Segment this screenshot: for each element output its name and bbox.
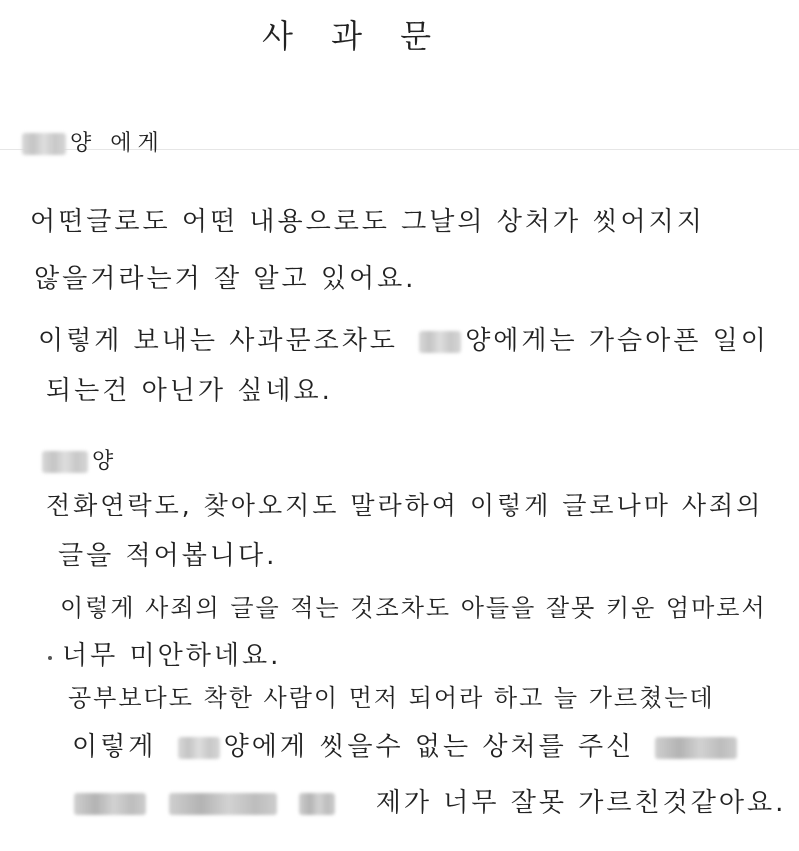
letter-line-6: 글을 적어봅니다. bbox=[58, 541, 278, 571]
redacted-name bbox=[419, 331, 461, 353]
redacted-text bbox=[655, 737, 737, 759]
letter-line-1: 어떤글로도 어떤 내용으로도 그날의 상처가 씻어지지 bbox=[30, 207, 705, 237]
address-text: 양 bbox=[92, 449, 117, 474]
letter-line-4: 되는건 아닌가 싶네요. bbox=[46, 376, 333, 406]
letter-line-5: 전화연락도, 찾아오지도 말라하여 이렇게 글로나마 사죄의 bbox=[46, 491, 764, 520]
letter-line-10b-text: 양에게 씻을수 없는 상처를 주신 bbox=[223, 732, 635, 762]
redacted-name bbox=[178, 737, 220, 759]
letter-line-10 bbox=[72, 731, 741, 763]
letter-line-11 bbox=[74, 787, 786, 819]
redacted-text bbox=[74, 793, 146, 815]
redacted-name bbox=[42, 451, 88, 473]
letter-line-3b-text: 양에게는 가슴아픈 일이 bbox=[465, 326, 769, 356]
letter-line-3 bbox=[38, 325, 769, 357]
letter-line-8: 너무 미안하네요. bbox=[62, 641, 282, 671]
salutation-line bbox=[22, 128, 165, 160]
address-line bbox=[42, 446, 116, 478]
redacted-name bbox=[22, 133, 66, 155]
salutation-text: 양 에게 bbox=[70, 131, 165, 156]
letter-line-11-text: 제가 너무 잘못 가르친것같아요. bbox=[375, 788, 787, 818]
redacted-text bbox=[169, 793, 277, 815]
margin-mark bbox=[48, 656, 52, 660]
letter-line-2: 않을거라는거 잘 알고 있어요. bbox=[34, 264, 417, 294]
letter-line-9: 공부보다도 착한 사람이 먼저 되어라 하고 늘 가르쳤는데 bbox=[68, 684, 715, 712]
redacted-text bbox=[299, 793, 335, 815]
letter-line-3-text: 이렇게 보내는 사과문조차도 bbox=[38, 326, 398, 356]
letter-title: 사 과 문 bbox=[262, 17, 446, 55]
letter-line-10a-text: 이렇게 bbox=[72, 732, 157, 762]
letter-line-7: 이렇게 사죄의 글을 적는 것조차도 아들을 잘못 키운 엄마로서 bbox=[60, 594, 767, 622]
